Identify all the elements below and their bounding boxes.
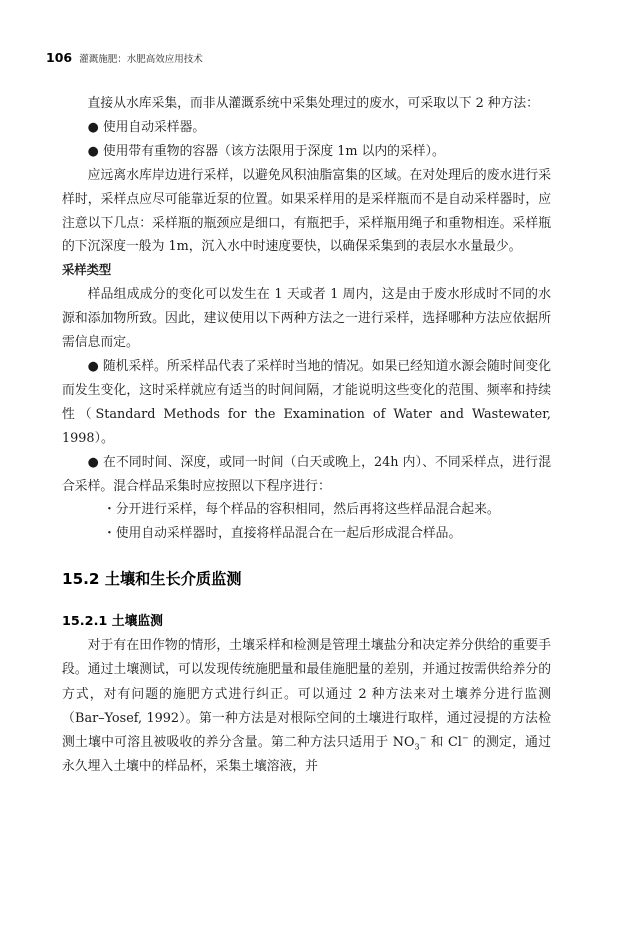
- nitrate-subscript: 3: [414, 742, 420, 752]
- paragraph-sampling-methods-intro: 直接从水库采集，而非从灌溉系统中采集处理过的废水，可采取以下 2 种方法：: [87, 96, 539, 111]
- section-heading: 15.2 土壤和生长介质监测: [62, 570, 242, 589]
- sub-item-auto-mixing: ・使用自动采样器时，直接将样品混合在一起后形成混合样品。: [102, 526, 462, 542]
- bullet-auto-sampler: ● 使用自动采样器。: [87, 119, 206, 135]
- soil-text-part-2: 和 Cl: [426, 735, 462, 751]
- bullet-weighted-container: ● 使用带有重物的容器（该方法限用于深度 1m 以内的采样）。: [87, 143, 445, 159]
- bullet-random-sampling: ● 随机采样。所采样品代表了采样时当地的情况。如果已经知道水源会随时间变化而发生变化，这时采样就应有适当的时间间隔，才能说明这些变化的范围、频率和持续性（Standard Methods for the Examination of Water and Wastewater, 1998）。: [62, 358, 551, 446]
- soil-text-part-1: 对于有在田作物的情形，土壤采样和检测是管理土壤盐分和决定养分供给的重要手段。通过土壤测试，可以发现传统施肥量和最佳施肥量的差别，并通过按需供给养分的方式，对有问题的施肥方式进行纠正。可以通过 2 种方法来对土壤养分进行监测（Bar–Yosef, 1992）。第一种方法是对根际空间的土壤进行取样，通过浸提的方法检测土壤中可溶且被吸收的养分含量。第二种方法只适用于 NO: [62, 638, 551, 751]
- body-text: [62, 92, 551, 779]
- paragraph-sampling-types: 样品组成成分的变化可以发生在 1 天或者 1 周内，这是由于废水形成时不同的水源和添加物所致。因此，建议使用以下两种方法之一进行采样，选择哪种方法应依据所需信息而定。: [62, 287, 551, 351]
- soil-text-part-3: 的测定，通过永久埋入土壤中的样品杯，采集土壤溶液，并: [62, 735, 551, 775]
- bullet-composite-sampling: ● 在不同时间、深度，或同一时间（白天或晚上，24h 内）、不同采样点，进行混合采样。混合样品采集时应按照以下程序进行：: [62, 454, 551, 494]
- page-number: 106: [46, 50, 73, 65]
- nitrate-superscript: −: [419, 733, 427, 743]
- chloride-superscript: −: [461, 733, 469, 743]
- sub-section-heading: 15.2.1 土壤监测: [62, 614, 163, 630]
- running-header: [46, 47, 203, 66]
- subhead-sampling-types: 采样类型: [62, 263, 112, 278]
- paragraph-sampling-location: 应远离水库岸边进行采样，以避免风积油脂富集的区域。在对处理后的废水进行采样时，采样点应尽可能靠近泵的位置。如果采样用的是采样瓶而不是自动采样器时，应注意以下几点：采样瓶的瓶颈应是细口，有瓶把手，采样瓶用绳子和重物相连。采样瓶的下沉深度一般为 1m，沉入水中时速度要快，以确保采集到的表层水水量最少。: [62, 167, 551, 255]
- sub-item-separate-sampling: ・分开进行采样，每个样品的容积相同，然后再将这些样品混合起来。: [102, 502, 500, 518]
- paragraph-soil-monitoring: [62, 634, 551, 779]
- running-header-title: 灌溉施肥：水肥高效应用技术: [79, 54, 203, 65]
